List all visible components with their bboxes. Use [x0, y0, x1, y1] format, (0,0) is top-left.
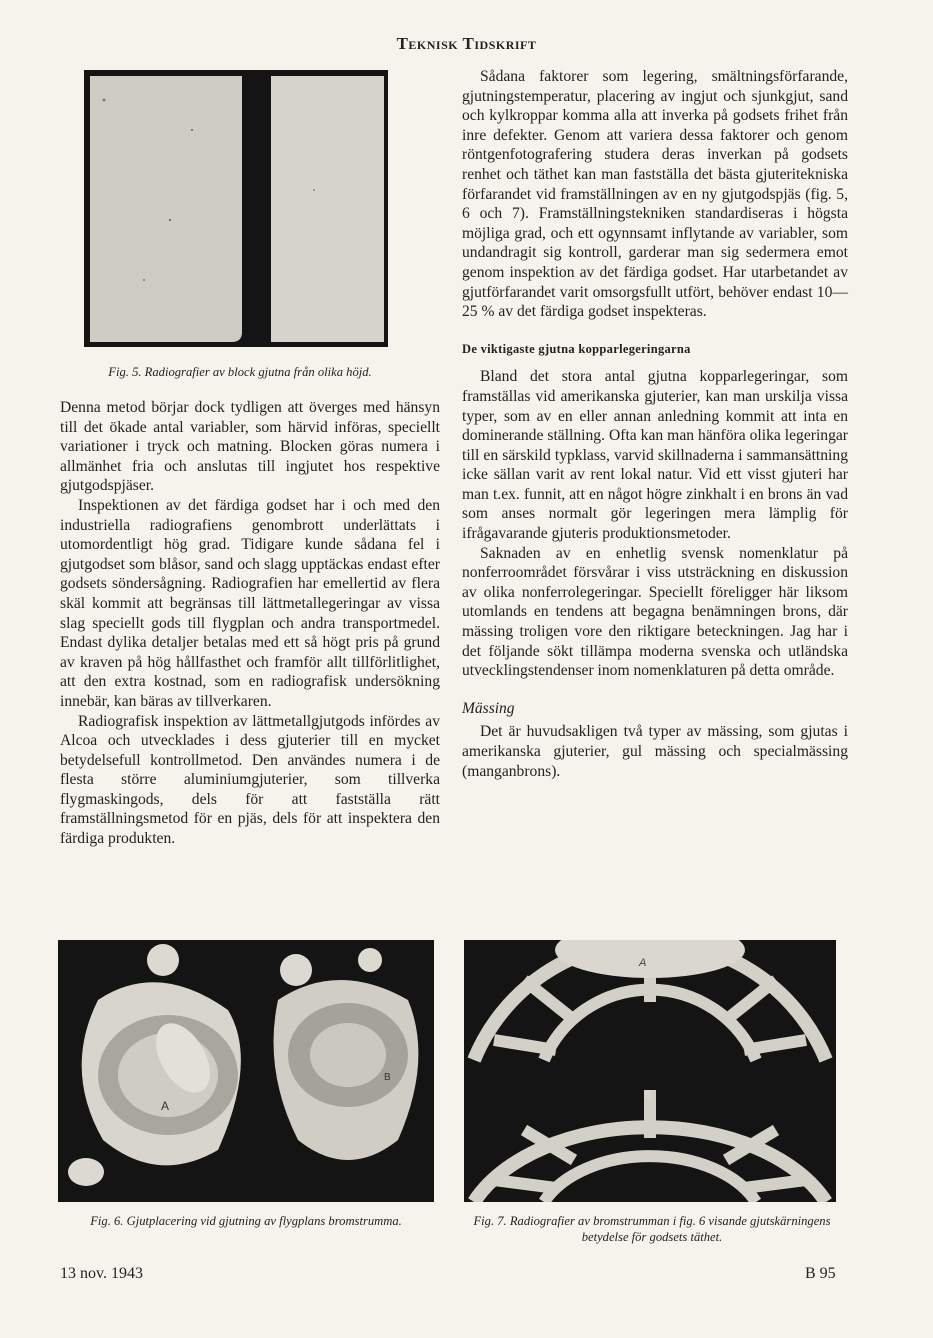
left-paragraph-3: Radiografisk inspektion av lättmetallgjutgods infördes av Alcoa och utvecklades i dess gjuterier till en mycket betydelsefull kontrollmetod. Den användes numera i de flesta större aluminiumgjuterier, som tillverka flygmaskingods, dels för att fastställa rätt framställningsmetod för en pjäs, dels för att inspektera den färdiga produkten.	[60, 712, 440, 848]
left-paragraph-1: Denna metod börjar dock tydligen att överges med hänsyn till det ökade antal variabler, som härvid införas, speciellt variationer i tryck och matning. Blocken göras numera i allmänhet fria och anslutas till ingjutet hos respektive gjutgodspjäser.	[60, 399, 440, 495]
figure-7-label-a: A	[639, 957, 647, 969]
footer-date: 13 nov. 1943	[60, 1265, 143, 1282]
subsection-heading: Mässing	[462, 699, 515, 717]
right-intro-paragraph: Sådana faktorer som legering, smältningsförfarande, gjutningstemperatur, placering av ingjut och sjunkgjut, sand och kylkroppar komma alla att inverka på godsets frihet från inre defekter. Genom att variera dessa faktorer och genom röntgenfotografering studera deras inverkan på godsets renhet och täthet kan man fastställa det bästa gjuteritekniska förfarandet vid framställningen av en ny gjutgodspjäs (fig. 5, 6 och 7). Framställningstekniken standardiseras i högsta möjliga grad, och ett ogynnsamt inflytande av variabler, som undandragit sig kontroll, garderar man sig sedermera emot genom inspektion av det färdiga godset. Har utarbetandet av gjutförfarandet varit omsorgsfullt utfört, behöver endast 10—25 % av det färdiga godset inspekteras.	[462, 68, 848, 321]
figure-6-caption: Fig. 6. Gjutplacering vid gjutning av flygplans bromstrumma.	[90, 1214, 402, 1228]
journal-masthead: Teknisk Tidskrift	[396, 34, 537, 53]
right-paragraph-2: Saknaden av en enhetlig svensk nomenklatur på nonferroområdet försvårar i viss utsträckning en diskussion av olika nonferrolegeringar. Speciellt föreligger här liksom utomlands en tendens att begagna benämningen brons, där mässing troligen vore den riktigare beteckningen. Jag har i det följande sökt tillämpa moderna svenska och utländska utvecklingstendenser inom nomenklaturen på detta område.	[462, 544, 848, 680]
figure-6-label-b: B	[384, 1072, 391, 1083]
figure-5-radiograph	[84, 70, 388, 347]
right-paragraph-3: Det är huvudsakligen två typer av mässing, som gjutas i amerikanska gjuterier, gul mässing och specialmässing (manganbrons).	[462, 723, 848, 780]
figure-7-label-b: B	[644, 1089, 652, 1101]
left-paragraph-2: Inspektionen av det färdiga godset har i och med den industriella radiografiens genombrott underlättats i utomordentligt hög grad. Tidigare kunde sådana fel i gjutgodset som blåsor, sand och slagg upptäckas endast efter godsets söndersågning. Radiografien har emellertid av flera skäl kommit att begränsas till lättmetallegeringar av vissa slag speciellt gods till flygplan och andra transportmedel. Endast dylika detaljer betalas med ett så högt pris på grund av kraven på hög hållfasthet och framför allt tillförlitlighet, att den extra kostnad, som en radiografisk undersökning innebär, kan bäras av tillverkaren.	[60, 496, 440, 710]
figure-7-radiographs	[464, 940, 836, 1202]
figure-7-caption: Fig. 7. Radiografier av bromstrumman i fig. 6 visande gjutskärningens betydelse för godsets täthet.	[473, 1214, 831, 1244]
figure-6-photo	[58, 940, 434, 1202]
right-column	[462, 67, 848, 781]
right-paragraph-1: Bland det stora antal gjutna kopparlegeringar, som framställas vid amerikanska gjuterier, kan man urskilja vissa typer, som av en eller annan anledning kommit att inta en dominerande ställning. Ofta kan man hänföra olika legeringar till en särskild typklass, varvid skillnaderna i sammansättning icke sällan varit av rent lokal natur. Vid ett visst gjuteri har man t.ex. funnit, att en något högre zinkhalt i en brons än vad som anses normalt gör legeringen mera lämplig för ifrågavarande gjuteris produktionsmetoder.	[462, 368, 848, 543]
figure-5-caption: Fig. 5. Radiografier av block gjutna från olika höjd.	[108, 365, 372, 379]
figure-6-label-a: A	[161, 1099, 170, 1113]
left-column	[60, 398, 440, 849]
footer-page-number: B 95	[805, 1265, 836, 1282]
section-heading: De viktigaste gjutna kopparlegeringarna	[462, 341, 691, 356]
